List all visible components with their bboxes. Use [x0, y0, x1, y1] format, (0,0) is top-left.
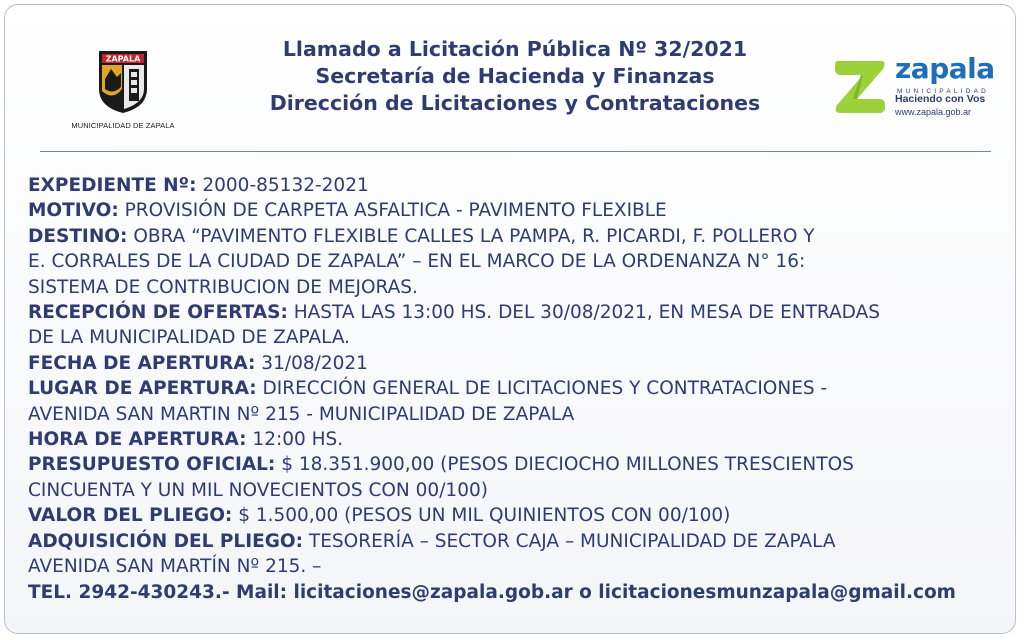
field-hora-apertura: [28, 427, 1018, 452]
contact-line: TEL. 2942-430243.- Mail: licitaciones@zapala.gob.ar o licitacionesmunzapala@gmail.com: [28, 581, 956, 603]
municipality-shield-logo: [63, 49, 183, 130]
field-label: EXPEDIENTE Nº:: [28, 175, 197, 196]
header-title-line3: Dirección de Licitaciones y Contrataciones: [269, 91, 761, 115]
field-expediente: [28, 173, 1018, 198]
field-presupuesto-cont: CINCUENTA Y UN MIL NOVECIENTOS CON 00/100): [28, 479, 488, 501]
field-label: LUGAR DE APERTURA:: [28, 378, 257, 400]
field-label: ADQUISICIÓN DEL PLIEGO:: [28, 530, 304, 552]
brand-subtitle: MUNICIPALIDAD: [897, 88, 990, 95]
field-adquisicion: [28, 529, 1018, 554]
field-destino-cont: SISTEMA DE CONTRIBUCION DE MEJORAS.: [28, 276, 418, 298]
header-title-line1: Llamado a Licitación Pública Nº 32/2021: [282, 37, 748, 61]
field-adquisicion-cont: AVENIDA SAN MARTÍN Nº 215. –: [28, 556, 322, 578]
field-recepcion: [28, 300, 1018, 325]
field-lugar-apertura: [28, 376, 1018, 401]
field-label: MOTIVO:: [28, 200, 119, 222]
field-destino-cont: E. CORRALES DE LA CIUDAD DE ZAPALA” – EN EL MARCO DE LA ORDENANZA N° 16:: [28, 251, 806, 273]
field-label: DESTINO:: [28, 225, 128, 247]
field-value: DIRECCIÓN GENERAL DE LICITACIONES Y CONTRATACIONES -: [262, 378, 828, 400]
field-value: 2000-85132-2021: [202, 175, 369, 196]
notice-header: [235, 36, 795, 117]
field-destino: [28, 224, 1018, 249]
notice-card: [4, 4, 1016, 634]
header-divider: [40, 151, 991, 152]
shield-text: ZAPALA: [105, 54, 141, 64]
field-label: RECEPCIÓN DE OFERTAS:: [28, 302, 288, 324]
field-value: $ 18.351.900,00 (PESOS DIECIOCHO MILLONES TRESCIENTOS: [281, 454, 854, 476]
field-recepcion-cont: DE LA MUNICIPALIDAD DE ZAPALA.: [28, 327, 351, 349]
field-value: TESORERÍA – SECTOR CAJA – MUNICIPALIDAD DE ZAPALA: [308, 530, 836, 552]
field-value: OBRA “PAVIMENTO FLEXIBLE CALLES LA PAMPA, R. PICARDI, F. POLLERO Y: [133, 225, 815, 247]
field-motivo: [28, 198, 1018, 223]
field-label: HORA DE APERTURA:: [28, 429, 247, 451]
brand-wordmark: zapala: [895, 52, 995, 85]
field-value: HASTA LAS 13:00 HS. DEL 30/08/2021, EN MESA DE ENTRADAS: [293, 302, 880, 324]
field-label: VALOR DEL PLIEGO:: [28, 505, 233, 527]
header-title-line2: Secretaría de Hacienda y Finanzas: [315, 64, 715, 88]
field-value: $ 1.500,00 (PESOS UN MIL QUINIENTOS CON 00/100): [238, 505, 731, 527]
field-lugar-apertura-cont: AVENIDA SAN MARTIN Nº 215 - MUNICIPALIDAD DE ZAPALA: [28, 403, 575, 425]
field-label: FECHA DE APERTURA:: [28, 352, 256, 374]
website-link[interactable]: www.zapala.gob.ar: [895, 107, 972, 117]
field-valor-pliego: [28, 503, 1018, 528]
field-value: 31/08/2021: [261, 352, 368, 374]
z-logo-icon: [831, 57, 889, 115]
field-value: 12:00 HS.: [252, 429, 344, 451]
field-presupuesto: [28, 452, 1018, 477]
field-fecha-apertura: [28, 351, 1018, 376]
field-label: PRESUPUESTO OFICIAL:: [28, 454, 276, 476]
municipality-caption: MUNICIPALIDAD DE ZAPALA: [71, 121, 175, 130]
shield-icon: [93, 49, 153, 115]
notice-body: [28, 173, 1018, 605]
field-value: PROVISIÓN DE CARPETA ASFALTICA - PAVIMENTO FLEXIBLE: [124, 200, 667, 222]
zapala-brand-logo: [831, 52, 1001, 121]
brand-slogan: Haciendo con Vos: [895, 93, 986, 105]
